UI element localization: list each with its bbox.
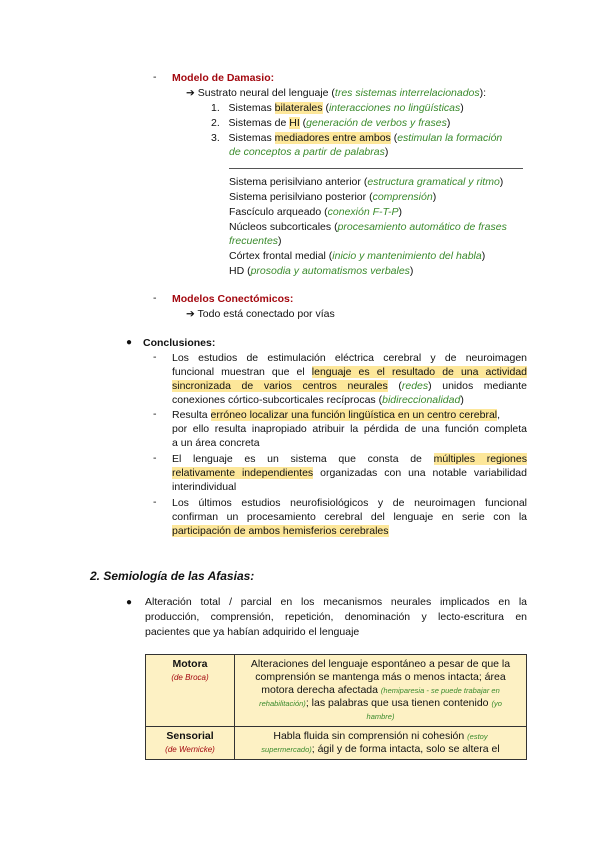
dash-marker: -: [153, 351, 157, 363]
description-note: (estoy: [467, 732, 488, 741]
table-cell-description: [235, 727, 527, 760]
semiologia-text: pacientes que ya habían adquirido el lenguaje: [145, 626, 360, 638]
system-note: estimulan la formación: [397, 132, 503, 144]
system-highlight: HI: [289, 117, 300, 129]
paren: ): [409, 265, 414, 277]
paren: ): [499, 176, 504, 188]
conclusion-1-line-3: [172, 379, 527, 393]
bullet-dot-icon: ●: [126, 337, 133, 348]
conclusion-note: redes: [401, 380, 429, 392]
conclusion-1-line-2: [172, 365, 527, 379]
conclusion-text: interindividual: [172, 481, 237, 493]
conclusion-text: conexiones córtico-subcorticales recíprocas: [172, 394, 376, 406]
semiologia-line-2: [145, 610, 527, 624]
paren: ): [460, 102, 464, 114]
semiologia-line-3: [145, 625, 359, 639]
bullet-dot-icon: ●: [126, 597, 133, 608]
component-name: Fascículo arqueado: [229, 206, 322, 218]
dash-marker: -: [153, 496, 157, 508]
table-cell-label: [146, 727, 235, 760]
table-cell-label: [146, 655, 235, 727]
description-text: comprensión se mantenga más o menos intacta; área: [255, 671, 506, 683]
component-note: frecuentes: [229, 235, 279, 247]
conclusion-3-line-3: [172, 480, 236, 494]
component-note: conexión F-T-P: [327, 206, 399, 218]
paren: (: [378, 394, 383, 406]
paren: ):: [479, 87, 487, 99]
component-2: [229, 190, 436, 204]
paren: ): [278, 235, 282, 247]
sustrato-line: [186, 86, 486, 100]
component-note: estructura gramatical y ritmo: [367, 176, 500, 188]
conclusion-note: bidireccionalidad: [382, 394, 461, 406]
conclusion-text: Resulta: [172, 409, 211, 421]
conclusiones-title: Conclusiones:: [143, 337, 216, 349]
conclusion-3-line-2: [172, 466, 527, 480]
aphasia-type: Sensorial: [166, 730, 214, 742]
damasio-title: Modelo de Damasio:: [172, 72, 275, 84]
paren: (: [247, 265, 251, 277]
paren: (: [363, 176, 368, 188]
system-note: interacciones no lingüísticas: [328, 102, 461, 114]
conclusion-highlight: participación de ambos hemisferios cerebrales: [172, 525, 389, 537]
conclusion-2-line-3: [172, 436, 260, 450]
table-row: [146, 655, 527, 727]
table-cell-description: [235, 655, 527, 727]
conclusion-text: por ello resulta inapropiado atribuir la pérdida de una función completa: [172, 423, 527, 435]
component-3: [229, 205, 402, 219]
system-item-1: [211, 101, 464, 115]
paren: (: [398, 380, 402, 392]
component-note: procesamiento automático de frases: [337, 221, 507, 233]
component-name: Córtex frontal medial: [229, 250, 326, 262]
aphasia-subtype: (de Wernicke): [165, 745, 215, 754]
aphasia-table: [145, 654, 527, 760]
component-note: inicio y mantenimiento del habla: [332, 250, 482, 262]
system-item-3: [211, 131, 502, 145]
paren: (: [331, 87, 335, 99]
component-name: Sistema perisilviano anterior: [229, 176, 361, 188]
aphasia-subtype: (de Broca): [171, 673, 209, 682]
conclusion-3-line-1: [172, 452, 527, 466]
system-item-2: [211, 116, 450, 130]
conclusion-text: unidos mediante: [442, 380, 527, 392]
conclusion-highlight: relativamente independientes: [172, 467, 314, 479]
paren: (: [325, 102, 329, 114]
sustrato-note: tres sistemas interrelacionados: [334, 87, 480, 99]
paren: (: [324, 206, 328, 218]
divider-line: [229, 168, 523, 169]
dash-marker: -: [153, 71, 157, 83]
conectomicos-item: [186, 307, 335, 321]
description-note: (yo: [491, 699, 502, 708]
conclusion-highlight: lenguaje es el resultado de una actividad: [311, 366, 527, 378]
component-6: [229, 264, 413, 278]
component-name: Núcleos subcorticales: [229, 221, 332, 233]
conclusion-1-line-4: [172, 393, 464, 407]
paren: (: [328, 250, 333, 262]
list-number: 1.: [211, 102, 220, 114]
description-note: (hemiparesia - se puede trabajar en: [380, 686, 500, 695]
component-5: [229, 249, 485, 263]
sustrato-text: Sustrato neural del lenguaje: [197, 87, 329, 99]
dash-marker: -: [153, 408, 157, 420]
system-note: de conceptos a partir de palabras: [229, 146, 385, 158]
paren: (: [334, 221, 338, 233]
paren: ): [460, 394, 464, 406]
system-item-3-cont: [229, 145, 388, 159]
paren: (: [369, 191, 373, 203]
component-1: [229, 175, 503, 189]
conclusion-text: organizadas con una notable variabilidad: [313, 467, 527, 479]
conclusion-4-line-2: [172, 510, 527, 524]
component-4: [229, 220, 507, 234]
paren: ): [384, 146, 389, 158]
paren: ): [398, 206, 402, 218]
semiologia-text: producción, comprensión, repetición, denominación y lecto-escritura en: [145, 611, 527, 623]
conclusion-4-line-3: [172, 524, 389, 538]
arrow-icon: ➔: [186, 87, 195, 99]
paren: ): [481, 250, 486, 262]
description-text: ; las palabras que usa tienen contenido: [305, 697, 489, 709]
system-highlight: mediadores entre ambos: [274, 132, 391, 144]
description-note: hambre): [366, 712, 395, 721]
conclusion-1-line-1: [172, 351, 527, 365]
conclusion-text: Los estudios de estimulación eléctrica cerebral y de neuroimagen: [172, 352, 527, 364]
conectomicos-text: Todo está conectado por vías: [197, 308, 335, 320]
dash-marker: -: [153, 452, 157, 464]
conclusion-highlight: múltiples regiones: [433, 453, 527, 465]
conclusion-text: a un área concreta: [172, 437, 260, 449]
paren: ): [446, 117, 451, 129]
description-text: motora derecha afectada: [261, 684, 378, 696]
semiologia-line-1: [145, 595, 527, 609]
conclusion-text: confirman un procesamiento cerebral del lenguaje en serie con la: [172, 511, 527, 523]
system-note: generación de verbos y frases: [306, 117, 447, 129]
component-name: HD: [229, 265, 245, 277]
paren: (: [393, 132, 398, 144]
conclusion-text: funcional muestran que el: [172, 366, 312, 378]
conectomicos-title: Modelos Conectómicos:: [172, 293, 294, 305]
conclusion-text: Los últimos estudios neurofisiológicos y de neuroimagen funcional: [172, 497, 527, 509]
section-heading: 2. Semiología de las Afasias:: [90, 569, 255, 583]
description-text: ; ágil y de forma intacta, solo se altera el: [311, 743, 500, 755]
component-4-cont: [229, 234, 282, 248]
conclusion-4-line-1: [172, 496, 527, 510]
system-text: Sistemas: [228, 102, 275, 114]
arrow-icon: ➔: [186, 308, 195, 320]
description-note: supermercado): [261, 745, 312, 754]
component-note: comprensión: [372, 191, 433, 203]
conclusion-2-line-2: [172, 422, 527, 436]
dash-marker: -: [153, 292, 157, 304]
system-highlight: bilaterales: [274, 102, 323, 114]
component-note: prosodia y automatismos verbales: [250, 265, 410, 277]
conclusion-highlight: sincronizada de varios centros neurales: [172, 380, 388, 392]
component-name: Sistema perisilviano posterior: [229, 191, 367, 203]
list-number: 3.: [211, 132, 220, 144]
aphasia-type: Motora: [172, 658, 208, 670]
conclusion-text: El lenguaje es un sistema que consta de: [172, 453, 434, 465]
table-row: [146, 727, 527, 760]
conclusion-text: ,: [497, 409, 501, 421]
paren: (: [302, 117, 307, 129]
conclusion-highlight: erróneo localizar una función lingüística en un centro cerebral: [210, 409, 498, 421]
description-text: Alteraciones del lenguaje espontáneo a pesar de que la: [250, 658, 511, 670]
semiologia-text: Alteración total / parcial en los mecanismos neurales implicados en la: [145, 596, 527, 608]
paren: ): [428, 380, 432, 392]
system-text: Sistemas de: [228, 117, 290, 129]
list-number: 2.: [211, 117, 220, 129]
description-note: rehabilitación): [259, 699, 306, 708]
description-text: Habla fluida sin comprensión ni cohesión: [273, 730, 465, 742]
conclusion-2-line-1: [172, 408, 500, 422]
system-text: Sistemas: [228, 132, 275, 144]
paren: ): [432, 191, 437, 203]
